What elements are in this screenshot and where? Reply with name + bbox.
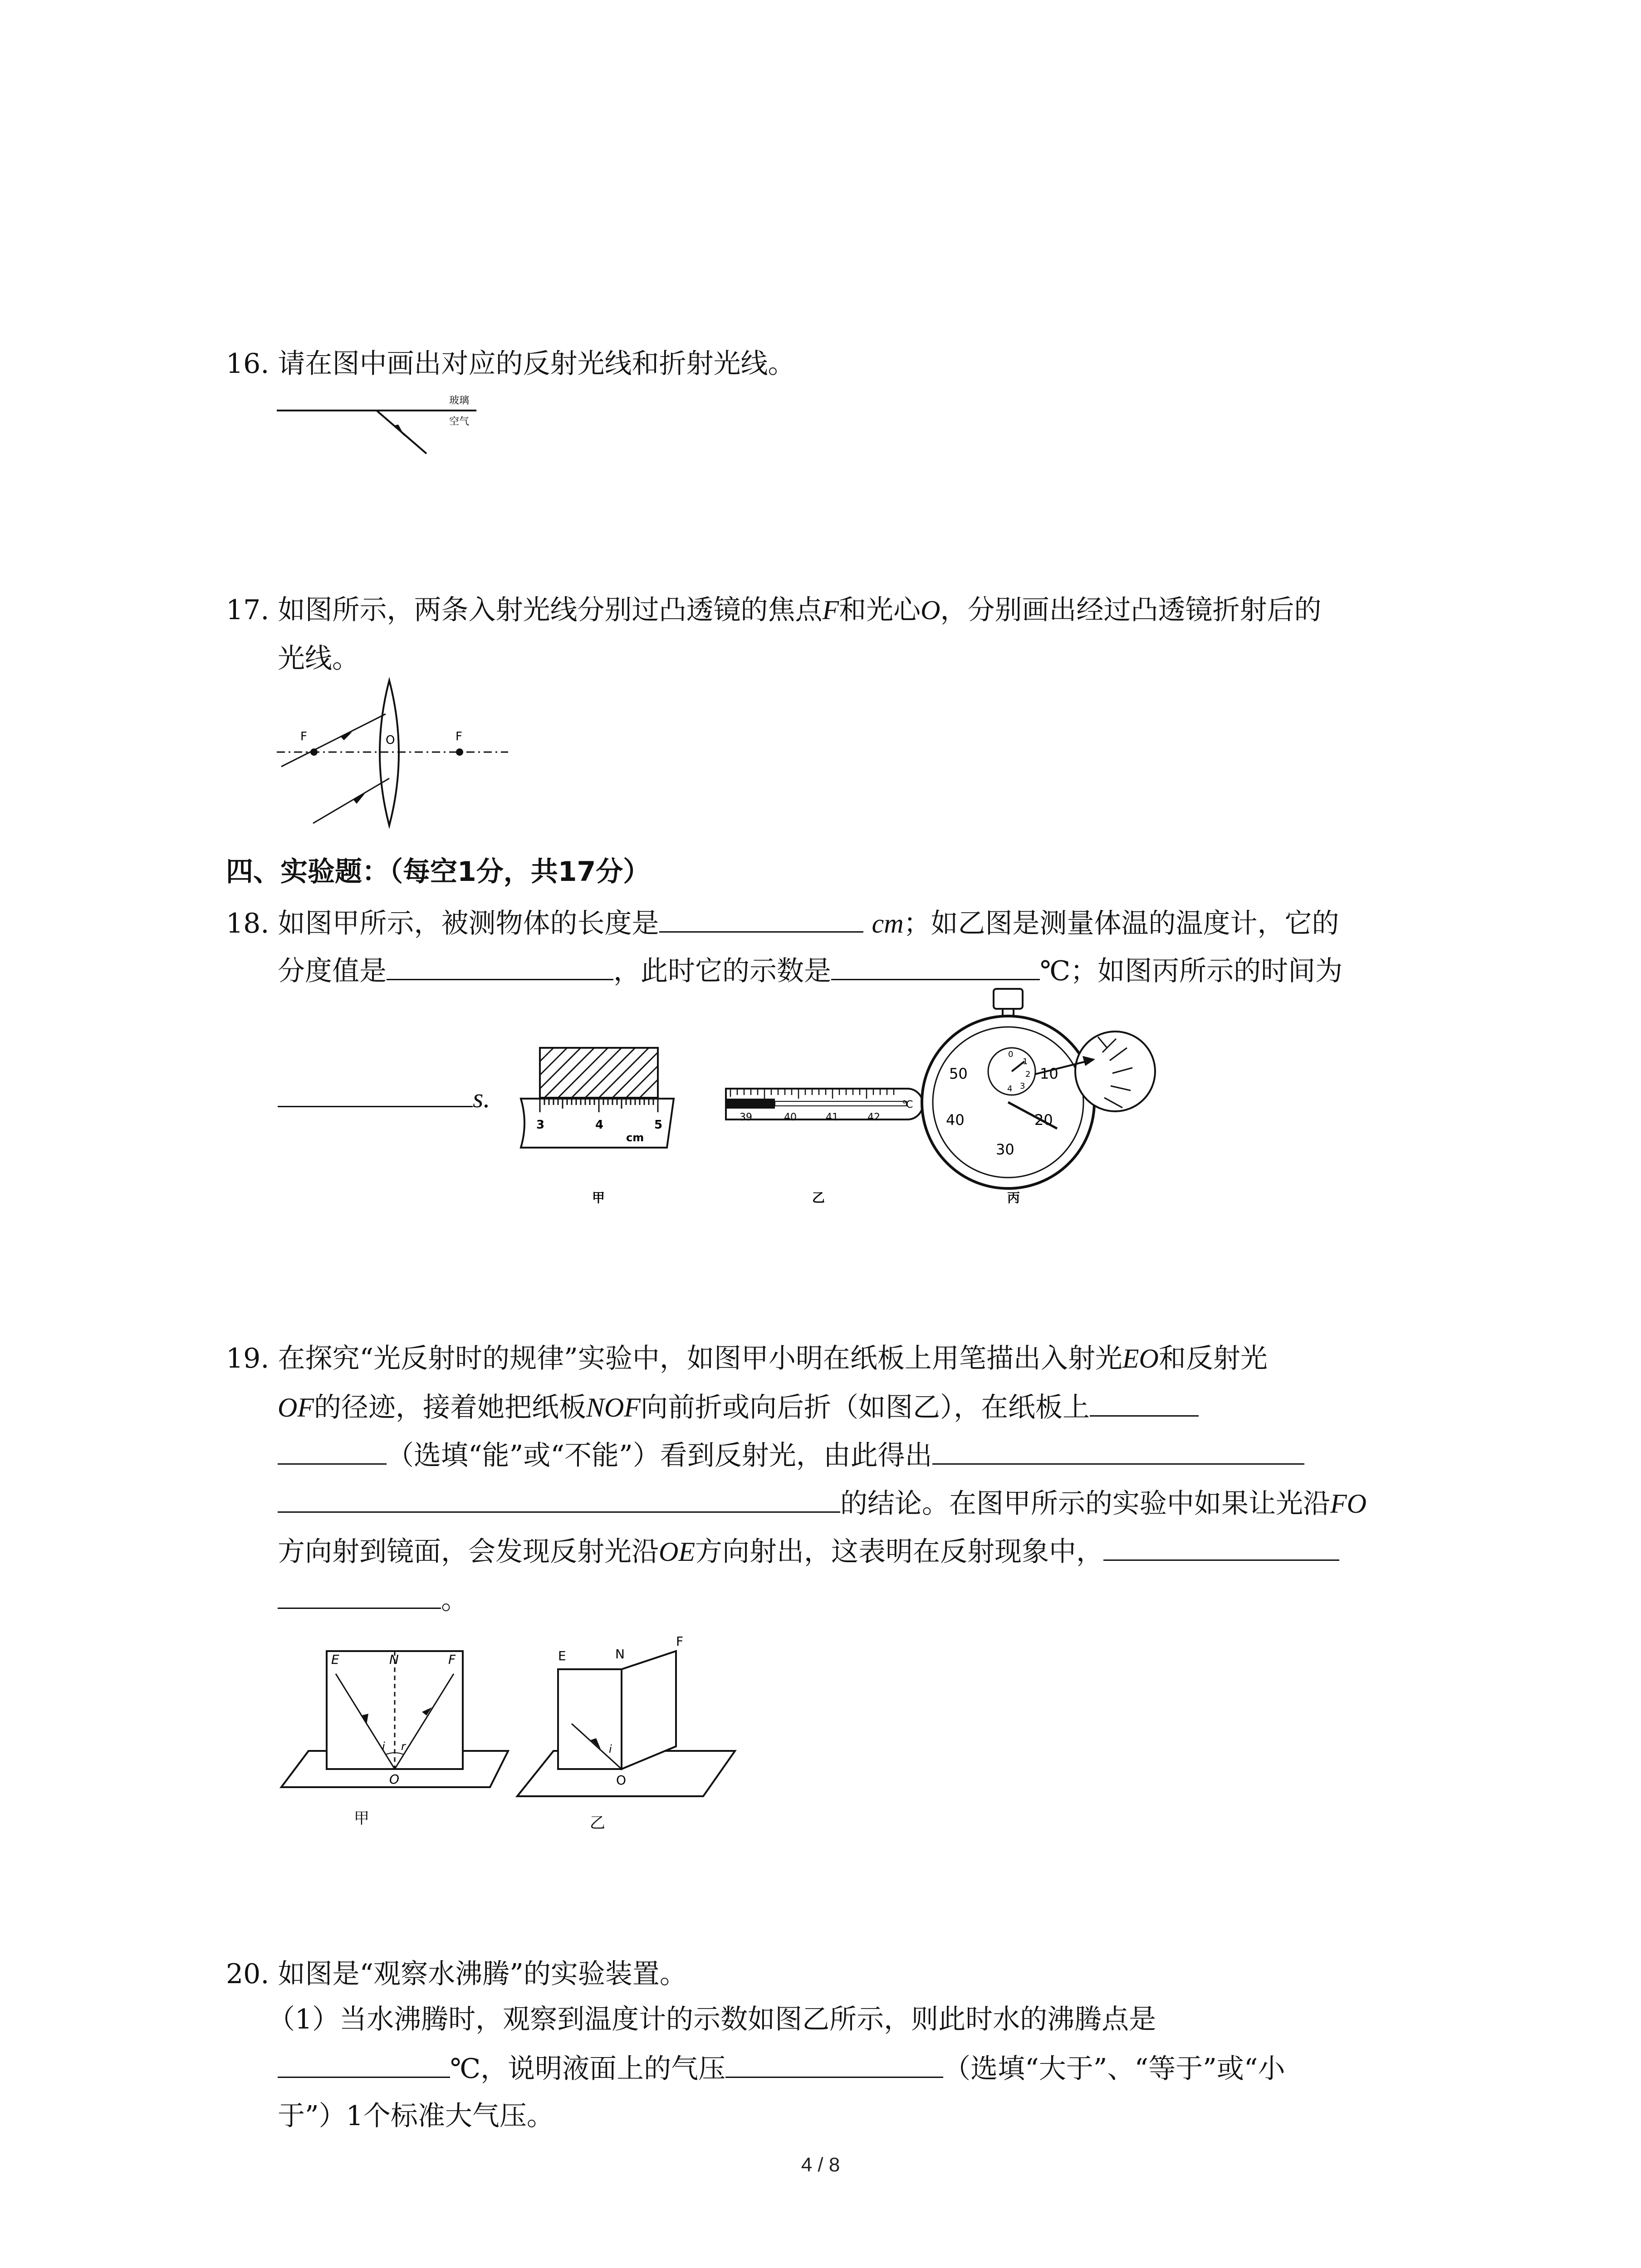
label-i-yi: i [609, 1743, 612, 1755]
q17-text-a: 如图所示，两条入射光线分别过凸透镜的焦点 [278, 594, 823, 626]
q18-number: 18. [226, 908, 269, 939]
q20-text-c: （选填“大于”、“等于”或“小 [943, 2053, 1285, 2085]
air-label: 空气 [449, 416, 470, 427]
mercury-column [727, 1099, 775, 1109]
subdial-1: 1 [1023, 1057, 1028, 1066]
q19-text-d: 向前折或向后折（如图乙），在纸板上 [640, 1392, 1090, 1423]
q20-blank-boiling-point[interactable] [278, 2050, 450, 2078]
q19-line1 [226, 1340, 1268, 1377]
q19-text-h: 方向射出，这表明在反射现象中， [695, 1536, 1103, 1568]
label-i-jia: i [382, 1740, 385, 1753]
glass-label: 玻璃 [449, 395, 470, 406]
q19-line5 [278, 1533, 1339, 1570]
focus-right-dot [456, 748, 463, 756]
watch-50: 50 [949, 1065, 968, 1082]
watch-10: 10 [1040, 1065, 1058, 1082]
ruler-unit: cm [626, 1131, 644, 1144]
q19-line4 [278, 1485, 1367, 1522]
q18-blank-division[interactable] [387, 953, 613, 980]
q19-fig-jia [281, 1651, 508, 1828]
caption-jia: 甲 [592, 1190, 605, 1205]
q17-f: F [822, 595, 839, 625]
q16-number: 16. [226, 348, 269, 380]
watch-40: 40 [946, 1111, 965, 1129]
q20-text-a: 如图是“观察水沸腾”的实验装置。 [278, 1958, 687, 1990]
q16-figure [277, 390, 490, 458]
label-o-yi: O [616, 1773, 627, 1788]
q20-line2: （1）当水沸腾时，观察到温度计的示数如图乙所示，则此时水的沸腾点是 [268, 2004, 1156, 2035]
q20-line4: 于”）1个标准大气压。 [278, 2100, 554, 2132]
q18-text-d: ，此时它的示数是 [613, 955, 831, 987]
thermo-tick-42: 42 [867, 1112, 880, 1123]
q20-line3 [278, 2050, 1285, 2087]
label-f-jia: F [448, 1652, 456, 1667]
q19-number: 19. [226, 1343, 269, 1374]
optical-center-label: O [386, 733, 395, 747]
label-o-jia: O [389, 1772, 400, 1787]
q16-prompt: 请在图中画出对应的反射光线和折射光线。 [278, 348, 795, 380]
watch-20: 20 [1034, 1111, 1053, 1129]
q17-text-b: 和光心 [839, 594, 921, 626]
focus-left-label: F [300, 730, 307, 743]
section-4-title: 四、实验题：（每空1分，共17分） [226, 856, 651, 888]
q18-text-a: 如图甲所示，被测物体的长度是 [278, 908, 659, 939]
thermo-unit: ℃ [902, 1099, 913, 1110]
watch-30: 30 [996, 1141, 1014, 1158]
q17-line2: 光线。 [278, 643, 359, 675]
ray-through-center [313, 778, 389, 823]
ruler-tick-4: 4 [595, 1118, 604, 1132]
label-n-yi: N [615, 1647, 625, 1662]
ray-through-focus [281, 714, 386, 767]
label-f-yi: F [676, 1634, 684, 1649]
q19-text-g: 方向射到镜面，会发现反射光沿 [278, 1536, 659, 1568]
q19-line6 [278, 1581, 468, 1618]
thermo-tick-39: 39 [740, 1112, 752, 1123]
stopwatch-crown [994, 989, 1023, 1009]
q18-figures [513, 984, 1193, 1220]
ruler-figure [521, 1048, 674, 1205]
focus-right-label: F [456, 730, 462, 743]
subdial-2: 2 [1025, 1070, 1031, 1079]
magnifier [1075, 1031, 1155, 1111]
label-e-yi: E [558, 1648, 566, 1663]
q19-text-c: 的径迹，接着她把纸板 [314, 1392, 586, 1423]
q17-line1 [226, 592, 1322, 628]
q19-fo: FO [1330, 1489, 1367, 1519]
page-number: 4 / 8 [801, 2154, 840, 2176]
q20-text-b: ℃，说明液面上的气压 [450, 2053, 726, 2085]
q18-text-e: ℃；如图丙所示的时间为 [1040, 955, 1343, 987]
q19-nof: NOF [586, 1393, 641, 1422]
q19-blank-3b[interactable] [278, 1581, 441, 1609]
q17-o: O [921, 595, 941, 625]
q19-text-i: 。 [441, 1584, 468, 1616]
q19-line3 [278, 1437, 1304, 1474]
subdial-0: 0 [1008, 1050, 1014, 1059]
q20-blank-pressure[interactable] [725, 2050, 943, 2078]
ruler-tick-3: 3 [536, 1118, 545, 1132]
q18-line3 [278, 1080, 490, 1116]
thermo-tick-41: 41 [826, 1112, 838, 1123]
q19-text-e: （选填“能”或“不能”）看到反射光，由此得出 [387, 1440, 932, 1471]
q18-blank-length[interactable] [659, 905, 863, 933]
q18-line1 [226, 905, 1339, 942]
q17-number: 17. [226, 594, 269, 626]
q19-oe: OE [659, 1537, 695, 1567]
q18-text-b: ；如乙图是测量体温的温度计，它的 [903, 908, 1339, 939]
caption-yi-19: 乙 [590, 1814, 605, 1832]
convex-lens [380, 680, 399, 826]
label-e-jia: E [331, 1652, 339, 1667]
q19-line2 [278, 1389, 1199, 1426]
caption-yi: 乙 [812, 1190, 825, 1205]
paper-board-left-yi [558, 1669, 622, 1769]
q18-line2 [278, 953, 1342, 989]
q18-blank-reading[interactable] [831, 953, 1040, 980]
q18-unit-cm: cm [872, 909, 904, 938]
q16-text [226, 346, 795, 382]
q18-blank-time[interactable] [278, 1080, 473, 1107]
q18-unit-s: s. [473, 1083, 490, 1113]
q19-blank-1a[interactable] [1090, 1389, 1199, 1417]
incident-ray-arrow [394, 425, 405, 436]
q19-text-a: 在探究“光反射时的规律”实验中，如图甲小明在纸板上用笔描出入射光 [278, 1343, 1122, 1374]
q19-text-b: 和反射光 [1158, 1343, 1268, 1374]
q19-blank-2a[interactable] [932, 1437, 1304, 1465]
subdial-4: 4 [1007, 1084, 1013, 1094]
q19-text-f: 的结论。在图甲所示的实验中如果让光沿 [840, 1488, 1330, 1520]
capillary [775, 1101, 906, 1106]
q20-number: 20. [226, 1958, 269, 1990]
q17-lens-figure [272, 676, 526, 830]
label-n-jia: N [389, 1652, 399, 1667]
caption-bing: 丙 [1007, 1190, 1020, 1205]
q17-text-c: ，分别画出经过凸透镜折射后的 [940, 594, 1322, 626]
label-r-jia: r [401, 1740, 406, 1753]
ray-through-center-arrow [353, 794, 365, 804]
thermo-tick-40: 40 [784, 1112, 797, 1123]
thermometer-figure [726, 1089, 923, 1205]
q19-blank-2b[interactable] [278, 1485, 840, 1513]
q19-blank-3a[interactable] [1103, 1533, 1339, 1561]
measured-block [540, 1048, 658, 1098]
q19-fig-yi [517, 1634, 735, 1832]
ruler-tick-5: 5 [654, 1118, 663, 1132]
stopwatch-figure [922, 989, 1155, 1205]
caption-jia-19: 甲 [354, 1809, 369, 1828]
q19-blank-1b[interactable] [278, 1437, 387, 1465]
q19-eo: EO [1122, 1344, 1159, 1374]
q20-line1 [226, 1956, 687, 1992]
subdial-3: 3 [1020, 1081, 1025, 1091]
q19-figures [272, 1633, 771, 1833]
q19-of: OF [278, 1393, 314, 1422]
q18-text-c: 分度值是 [278, 955, 387, 987]
